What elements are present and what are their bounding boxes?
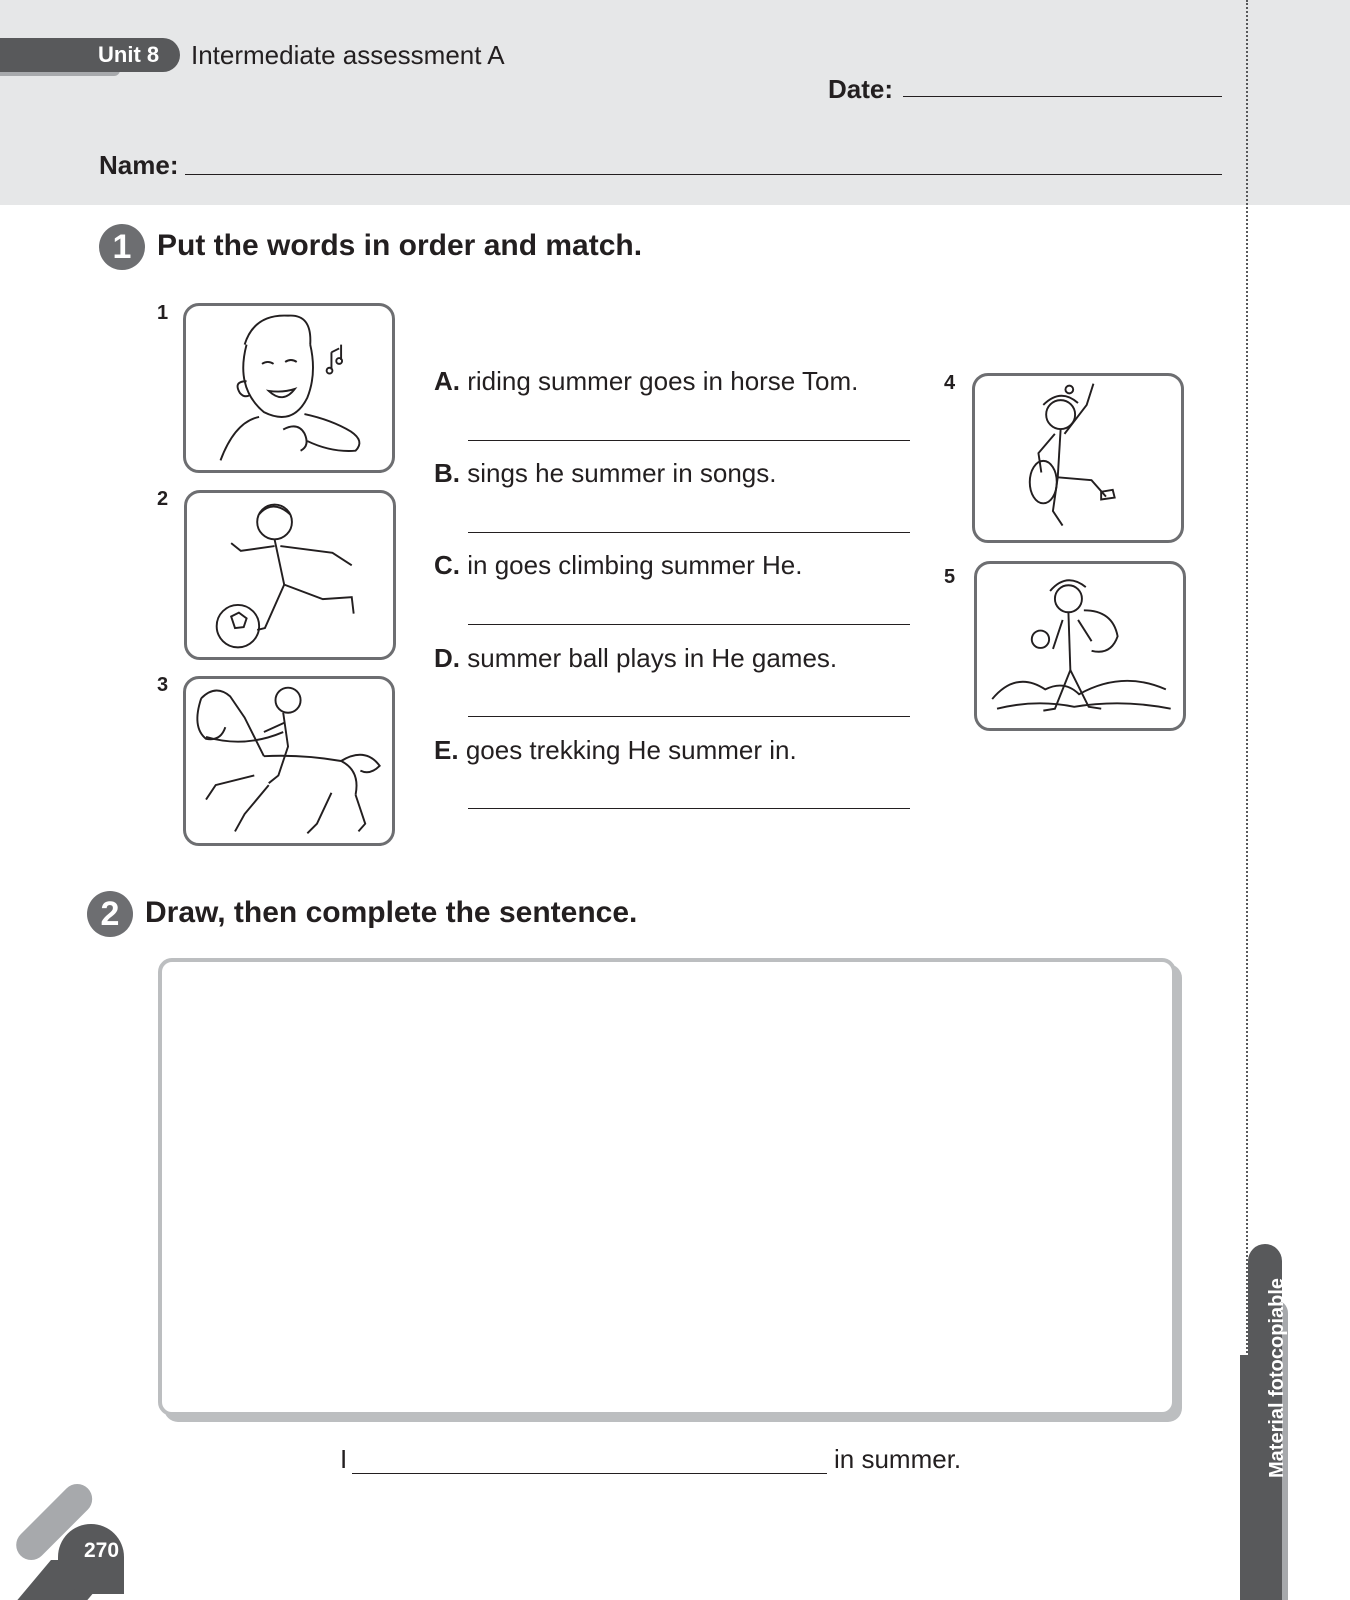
sentence-e-letter: E. [434, 735, 459, 765]
answer-line-e[interactable] [468, 808, 910, 809]
completion-end: in summer. [834, 1444, 962, 1474]
exercise-1-instruction: Put the words in order and match. [157, 229, 643, 262]
date-label: Date: [828, 74, 894, 104]
sentence-b [434, 458, 776, 489]
date-field[interactable] [903, 96, 1222, 97]
sentence-b-words: sings he summer in songs. [467, 458, 777, 488]
answer-line-d[interactable] [468, 716, 910, 717]
name-label: Name: [99, 150, 179, 180]
boy-playing-football-icon [187, 493, 393, 657]
boy-singing-icon [186, 306, 392, 470]
sentence-e-words: goes trekking He summer in. [465, 735, 797, 765]
answer-line-c[interactable] [468, 624, 910, 625]
exercise-2-instruction: Draw, then complete the sentence. [145, 896, 638, 929]
picture-1-number: 1 [157, 302, 169, 324]
sentence-b-letter: B. [434, 458, 460, 488]
picture-3-frame [183, 676, 395, 846]
answer-line-a[interactable] [468, 440, 910, 441]
exercise-2-badge: 2 [87, 891, 133, 937]
picture-3-number: 3 [157, 674, 169, 696]
sentence-a-words: riding summer goes in horse Tom. [467, 366, 859, 396]
sentence-e [434, 735, 797, 766]
sentence-c-words: in goes climbing summer He. [467, 550, 803, 580]
side-tab-label: Material fotocopiable [1266, 1277, 1288, 1478]
picture-2-number: 2 [157, 488, 169, 510]
name-field[interactable] [185, 174, 1222, 175]
sentence-d-words: summer ball plays in He games. [467, 643, 838, 673]
sentence-d-letter: D. [434, 643, 460, 673]
boy-climbing-icon [975, 376, 1181, 540]
sentence-d [434, 643, 837, 674]
unit-label: Unit 8 [98, 42, 160, 67]
boy-trekking-icon [977, 564, 1183, 728]
sentence-c-letter: C. [434, 550, 460, 580]
sentence-a [434, 366, 858, 397]
completion-field[interactable] [352, 1473, 827, 1474]
boy-riding-horse-icon [186, 679, 392, 843]
sentence-c [434, 550, 802, 581]
answer-line-b[interactable] [468, 532, 910, 533]
exercise-1-badge: 1 [99, 224, 145, 270]
page-title: Intermediate assessment A [191, 40, 505, 70]
picture-1-frame [183, 303, 395, 473]
picture-2-frame [184, 490, 396, 660]
picture-4-number: 4 [944, 372, 956, 394]
completion-start: I [340, 1444, 348, 1474]
picture-4-frame [972, 373, 1184, 543]
drawing-area[interactable] [158, 958, 1176, 1416]
sentence-a-letter: A. [434, 366, 460, 396]
page-number: 270 [84, 1539, 120, 1562]
picture-5-number: 5 [944, 566, 956, 588]
picture-5-frame [974, 561, 1186, 731]
